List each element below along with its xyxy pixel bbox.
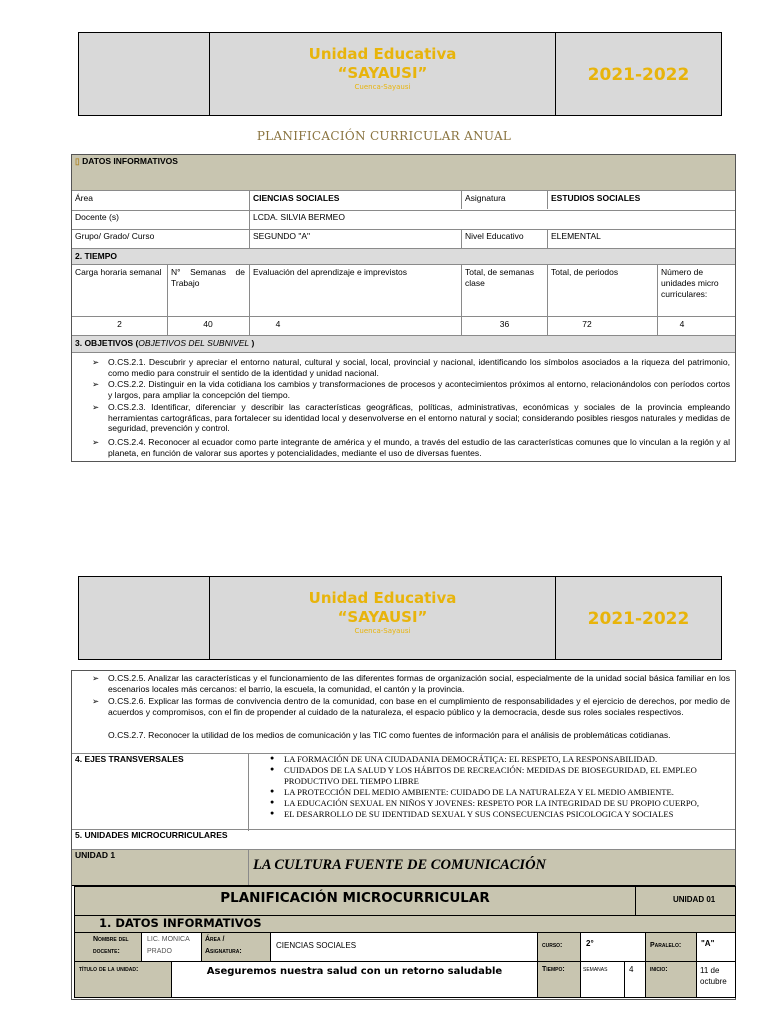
eje-item: LA EDUCACIÓN SEXUAL EN NIÑOS Y JOVENES: RESPETO POR LA INTEGRIDAD DE SU PROPIO CUERPO,: [284, 798, 699, 808]
logo-cell: [79, 33, 210, 115]
grupo-label: Grupo/ Grado/ Curso: [75, 231, 155, 241]
asignatura-label: Asignatura: [465, 193, 506, 203]
objetivo-item: O.CS.2.7. Reconocer la utilidad de los medios de comunicación y las TIC como fuentes de información para el análisis de problemáticas cotidianas.: [108, 730, 671, 740]
school-name-line1: Unidad Educativa: [308, 589, 457, 607]
area-asig-label-2: Asignatura:: [205, 948, 242, 955]
objetivo-item: O.CS.2.3. Identificar, diferenciar y describir las características geográficas, políticas, administrativas, económicas y sociales de la provincia empleando herramientas cartográficas, para fortalecer su identidad local y desenvolverse en el entorno natural y social; considerando posibles riesgos naturales y medidas de seguridad, prevención y control.: [108, 402, 730, 434]
eje-item: LA PROTECCIÓN DEL MEDIO AMBIENTE: CUIDADO DE LA NATURALEZA Y EL MEDIO AMBIENTE.: [284, 787, 674, 797]
school-city: Cuenca-Sayausi: [354, 83, 411, 91]
semanas-value: 4: [629, 965, 634, 974]
tiempo-value-total-periodos: 72: [582, 319, 592, 329]
tiempo-header-carga: Carga horaria semanal: [75, 267, 162, 277]
inicio-value: 11 de octubre: [700, 966, 727, 986]
objetivo-item: O.CS.2.4. Reconocer al ecuador como parte integrante de américa y el mundo, a través del estudio de las características comunes que lo vinculan a la región y al planeta, en función de valorar sus aportes y potencialidades, mediante el uso de diversas fuentes.: [108, 437, 730, 458]
nombre-value-2: PRADO: [147, 948, 172, 955]
tiempo-header-semanas: N° Semanas de Trabajo: [171, 267, 245, 288]
tiempo-header-evaluacion: Evaluación del aprendizaje e imprevistos: [253, 267, 408, 277]
bullet-arrow-icon: ➢: [92, 673, 100, 683]
bullet-arrow-icon: ➢: [92, 402, 100, 412]
micro-title: PLANIFICACIÓN MICROCURRICULAR: [220, 890, 490, 906]
bullet-dot-icon: ●: [270, 755, 275, 762]
page-header: [78, 32, 722, 116]
nombre-label-2: docente:: [93, 948, 120, 955]
nivel-label: Nivel Educativo: [465, 231, 524, 241]
school-year: 2021-2022: [587, 65, 690, 85]
school-name-line1: Unidad Educativa: [308, 45, 457, 63]
eje-item: EL DESARROLLO DE SU IDENTIDAD SEXUAL Y SUS CONSECUENCIAS PSICOLOGICA Y SOCIALES: [284, 809, 674, 819]
unidad-label: UNIDAD 1: [75, 850, 116, 860]
tiempo-value-evaluacion: 4: [275, 319, 281, 329]
area-label: Área: [75, 193, 93, 203]
school-name-line2: “SAYAUSI”: [337, 608, 428, 626]
paralelo-label: Paralelo:: [650, 942, 682, 949]
objetivos-label-pre: 3. OBJETIVOS (: [75, 338, 139, 348]
eje-item: LA FORMACIÓN DE UNA CIUDADANIA DEMOCRÁTIÇA: EL RESPETO, LA RESPONSABILIDAD.: [284, 754, 658, 764]
bullet-dot-icon: ●: [270, 766, 275, 773]
tiempo-header-total-semanas: Total, de semanas clase: [465, 267, 534, 288]
micro-unidad: UNIDAD 01: [673, 895, 716, 904]
school-cell: [210, 33, 556, 115]
micro-datos-label: 1. DATOS INFORMATIVOS: [99, 916, 262, 930]
logo-cell: [79, 577, 210, 659]
school-cell: [210, 577, 556, 659]
objetivo-item: O.CS.2.2. Distinguir en la vida cotidiana los cambios y transformaciones de procesos y acontecimientos próximos al entorno, relacionándolos con períodos cortos y largos, para ampliar la concepción del tiempo.: [108, 379, 730, 400]
datos-section-text: DATOS INFORMATIVOS: [82, 156, 178, 166]
tiempo-value-carga: 2: [117, 319, 122, 329]
titulo-unidad-label: título de la unidad:: [79, 966, 139, 973]
nivel-value: ELEMENTAL: [551, 231, 601, 241]
docente-value: LCDA. SILVIA BERMEO: [253, 212, 345, 222]
school-name-line2: “SAYAUSI”: [337, 64, 428, 82]
area-asig-value: CIENCIAS SOCIALES: [276, 941, 357, 950]
datos-section-label: ▯ DATOS INFORMATIVOS: [75, 156, 178, 166]
tiempo-value-semanas: 40: [203, 319, 213, 329]
objetivo-item: O.CS.2.5. Analizar las características y el funcionamiento de las diferentes formas de organización social, especialmente de la unidad social básica familiar en los escenarios locales más cercanos: el barrio, la escuela, la comunidad, el cantón y la provincia.: [108, 673, 730, 694]
curso-label: curso:: [542, 942, 563, 949]
bullet-arrow-icon: ➢: [92, 357, 100, 367]
bullet-arrow-icon: ➢: [92, 696, 100, 706]
bullet-dot-icon: ●: [270, 788, 275, 795]
tiempo-header-total-periodos: Total, de periodos: [551, 267, 619, 277]
unidades-section-label: 5. UNIDADES MICROCURRICULARES: [75, 830, 228, 840]
tiempo-value-unidades: 4: [679, 319, 685, 329]
area-asig-label-1: Área /: [205, 936, 225, 943]
bullet-dot-icon: ●: [270, 799, 275, 806]
objetivo-item: O.CS.2.6. Explicar las formas de convivencia dentro de la comunidad, con base en el cumplimiento de responsabilidades y el ejercicio de derechos, por medio de acuerdos y compromisos, con el fin de propender al cuidado de la naturaleza, el espacio público y la democracia, desde sus roles sociales respectivos.: [108, 696, 730, 717]
tiempo-section-label: 2. TIEMPO: [75, 251, 118, 261]
tiempo-label: Tiempo:: [542, 966, 565, 973]
year-cell: [556, 577, 721, 659]
objetivos-label-italic: OBJETIVOS DEL SUBNIVEL: [138, 338, 250, 348]
micro-table: [74, 886, 736, 998]
paralelo-value: "A": [701, 939, 715, 948]
bullet-arrow-icon: ➢: [92, 437, 100, 447]
eje-item: CUIDADOS DE LA SALUD Y LOS HÁBITOS DE RECREACIÓN: MEDIDAS DE BIOSEGURIDAD, EL EMPLEO PRODUCTIVO DEL TIEMPO LIBRE: [284, 765, 697, 786]
docente-label: Docente (s): [75, 212, 119, 222]
school-year: 2021-2022: [587, 609, 690, 629]
objetivos-label-post: ): [249, 338, 255, 348]
ejes-section-label: 4. EJES TRANSVERSALES: [75, 754, 184, 764]
curso-value: 2°: [586, 939, 594, 948]
tiempo-header-unidades: Número de unidades micro curriculares:: [661, 267, 719, 299]
inicio-label: inicio:: [650, 966, 668, 973]
asignatura-value: ESTUDIOS SOCIALES: [551, 193, 641, 203]
bullet-arrow-icon: ➢: [92, 379, 100, 389]
nombre-value-1: LIC. MONICA: [147, 936, 190, 943]
nombre-label-1: Nombre del: [93, 936, 129, 943]
plan-title: PLANIFICACIÓN CURRICULAR ANUAL: [256, 129, 512, 143]
semanas-label: semanas: [583, 966, 608, 973]
page-header-2: [78, 576, 722, 660]
tiempo-value-total-semanas: 36: [499, 319, 510, 329]
grupo-value: SEGUNDO "A": [253, 231, 311, 241]
area-value: CIENCIAS SOCIALES: [253, 193, 340, 203]
school-city: Cuenca-Sayausi: [354, 627, 411, 635]
bullet-dot-icon: ●: [270, 810, 275, 817]
unidad-title: LA CULTURA FUENTE DE COMUNICACIÓN: [253, 857, 547, 873]
objetivos-section-label: [72, 337, 257, 350]
titulo-unidad-value: Aseguremos nuestra salud con un retorno saludable: [206, 966, 503, 977]
objetivo-item: O.CS.2.1. Descubrir y apreciar el entorno natural, cultural y social, local, provincial y nacional, identificando los símbolos asociados a la riqueza del patrimonio, como medio para construir el sentido de la identidad y unidad nacional.: [108, 357, 730, 378]
year-cell: [556, 33, 721, 115]
